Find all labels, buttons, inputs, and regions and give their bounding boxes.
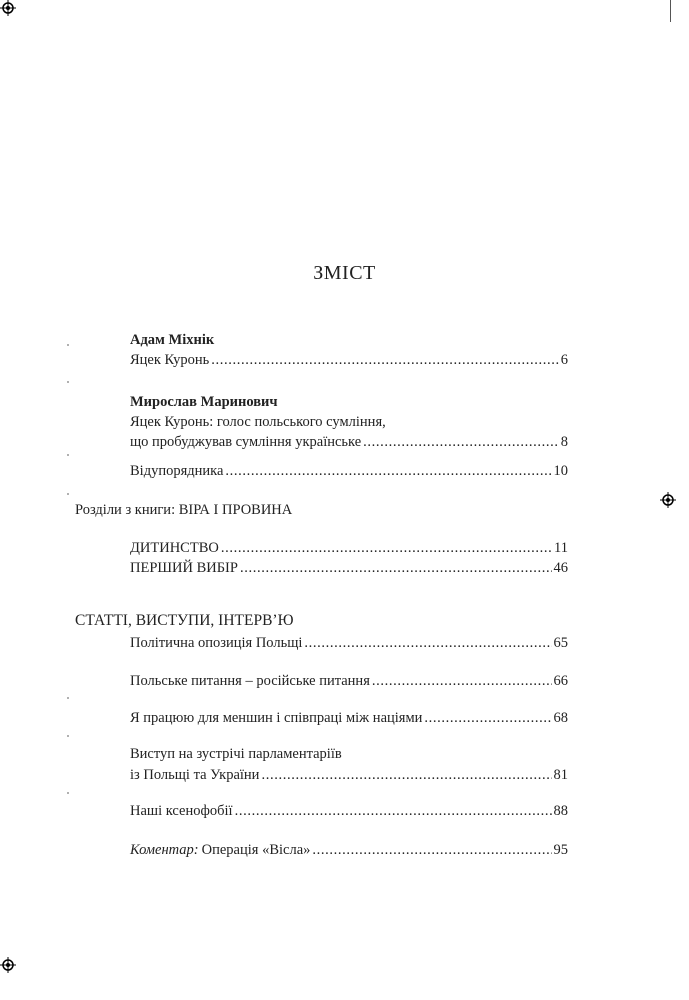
toc-author [130, 330, 568, 350]
entry-title: Відупорядника [130, 463, 224, 479]
page-number: 81 [553, 767, 568, 783]
margin-dot [67, 697, 69, 699]
margin-dot [67, 344, 69, 346]
author-name: Мирослав Маринович [130, 394, 278, 410]
toc-entry[interactable] [130, 801, 568, 821]
dot-leader [304, 633, 551, 653]
margin-dot [67, 454, 69, 456]
section-heading-text: СТАТТІ, ВИСТУПИ, ІНТЕРВ’Ю [75, 612, 294, 629]
page-number: 46 [553, 560, 568, 576]
page-number: 68 [553, 710, 568, 726]
author-name: Адам Міхнік [130, 332, 215, 348]
section-heading [75, 611, 568, 631]
margin-dot [67, 792, 69, 794]
page-number: 65 [553, 635, 568, 651]
toc-entry[interactable] [130, 432, 568, 452]
dot-leader [235, 801, 552, 821]
page-number: 95 [553, 842, 568, 858]
entry-title: ПЕРШИЙ ВИБІР [130, 560, 238, 576]
dot-leader [240, 558, 552, 578]
toc-entry[interactable] [130, 708, 568, 728]
dot-leader [211, 350, 559, 370]
registration-mark-icon [660, 492, 676, 508]
dot-leader [312, 840, 551, 860]
dot-leader [261, 765, 551, 785]
toc-entry[interactable] [130, 840, 568, 860]
toc-author [130, 392, 568, 412]
page-number: 66 [553, 673, 568, 689]
dot-leader [221, 538, 552, 558]
entry-title: із Польщі та України [130, 767, 260, 783]
entry-title: Операція «Вісла» [201, 842, 311, 858]
entry-title: Політична опозиція Польщі [130, 635, 303, 651]
entry-title: Яцек Куронь [130, 352, 210, 368]
entry-title: ДИТИНСТВО [130, 540, 219, 556]
section-heading [75, 500, 568, 520]
dot-leader [363, 432, 559, 452]
toc-entry-line [130, 744, 568, 764]
margin-dot [67, 381, 69, 383]
toc-entry[interactable] [130, 538, 568, 558]
entry-title: що пробуджував сумління українське [130, 434, 362, 450]
page-number: 10 [553, 463, 568, 479]
page-number: 11 [554, 540, 568, 556]
registration-mark-icon [0, 0, 16, 16]
toc-entry[interactable] [130, 350, 568, 370]
toc-entry[interactable] [130, 671, 568, 691]
entry-title: Польське питання – російське питання [130, 673, 370, 689]
entry-title: Я працюю для меншин і співпраці між націями [130, 710, 423, 726]
entry-title: Наші ксенофобії [130, 803, 233, 819]
entry-prefix: Коментар: [130, 842, 199, 858]
toc-entry[interactable] [130, 558, 568, 578]
section-heading-text: Розділи з книги: ВІРА І ПРОВИНА [75, 502, 293, 518]
margin-dot [67, 735, 69, 737]
toc-entry[interactable] [130, 633, 568, 653]
registration-mark-icon [0, 957, 16, 973]
page-number: 6 [560, 352, 568, 368]
dot-leader [225, 461, 551, 481]
entry-title: Виступ на зустрічі парламентаріїв [130, 746, 342, 762]
toc-entry[interactable] [130, 461, 568, 481]
dot-leader [424, 708, 551, 728]
entry-title: Яцек Куронь: голос польського сумління, [130, 414, 386, 430]
page-number: 88 [553, 803, 568, 819]
page-title: ЗМІСТ [313, 262, 376, 284]
dot-leader [372, 671, 552, 691]
margin-dot [67, 493, 69, 495]
crop-mark [670, 0, 671, 22]
toc-entry-line [130, 412, 568, 432]
page-number: 8 [560, 434, 568, 450]
toc-entry[interactable] [130, 765, 568, 785]
